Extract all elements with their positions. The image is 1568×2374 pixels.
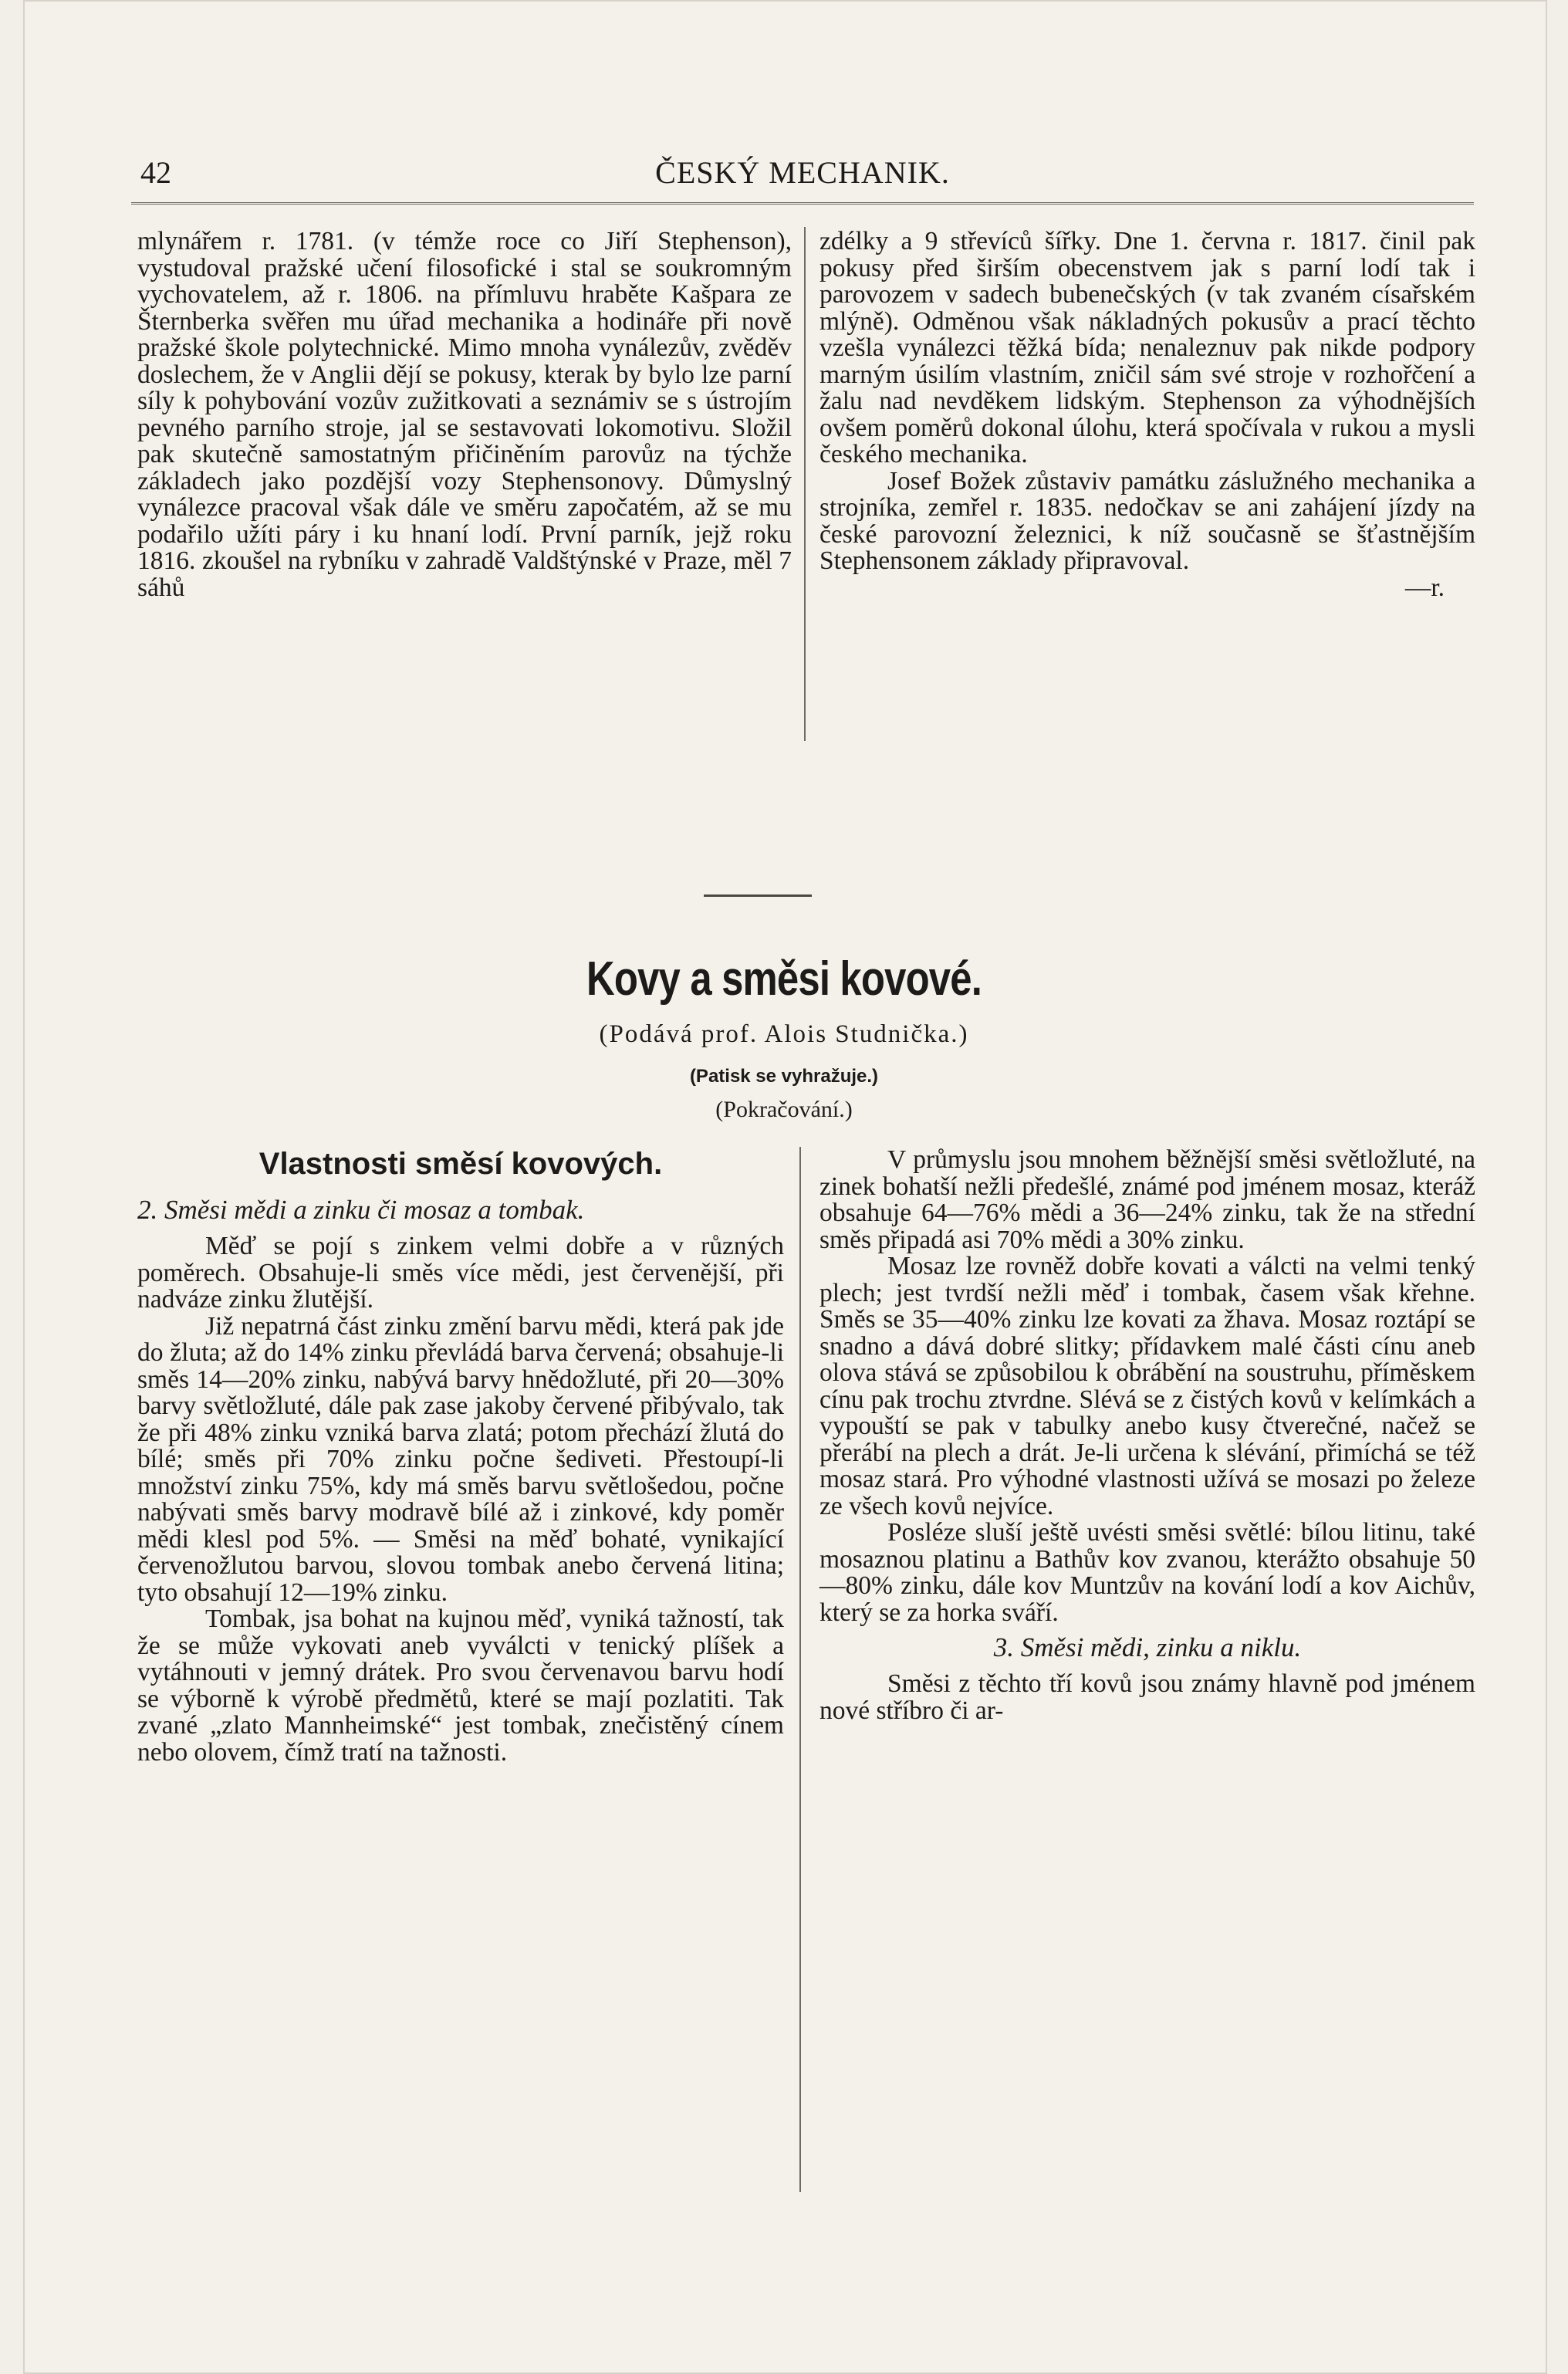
top-right-column (819, 228, 1475, 601)
paragraph: Mosaz lze rovněž dobře kovati a válcti na velmi tenký plech; jest tvrdší nežli měď i tombak, časem však křehne. Směs se 35—40% zinku lze kovati za žhava. Mosaz roztápí se snadno a dává dobré slitky; přídavkem malé části cínu aneb olova stává se způsobilou k obrábění na soustruhu, příměskem cínu pak trochu ztvrdne. Slévá se z čistých kovů v kelímkách a vypouští se pak v tabulky anebo kusy čtverečné, načež se přerábí na plech a drát. Je-li určena k slévání, přimíchá se též mosaz stará. Pro výhodné vlastnosti užívá se mosazi po železe ze všech kovů nejvíce. (819, 1252, 1475, 1520)
subsection-heading: 3. Směsi mědi, zinku a niklu. (993, 1632, 1302, 1662)
journal-title: ČESKÝ MECHANIK. (655, 155, 950, 190)
paragraph: mlynářem r. 1781. (v témže roce co Jiří Stephenson), vystudoval pražské učení filosofické i stal se soukromným vychovatelem, až r. 1806. na přímluvu hraběte Kašpara ze Šternberka svěřen mu úřad mechanika a hodináře při nově pražské škole polytechnické. Mimo mnoha vynálezův, zvěděv doslechem, že v Anglii dějí se pokusy, kterak by bylo lze parní síly k pohybování vozův zužitkovati a seznámiv se s ústrojím pevného parního stroje, jal se sestavovati lokomotivu. Složil pak skutečně samostatným přičiněním parovůz na týchže základech jako pozdější vozy Stephensonovy. Důmyslný vynálezce pracoval však dále ve směru započatém, až se mu podařilo užíti páry i ku hnaní lodí. První parník, jejž roku 1816. zkoušel na rybníku v zahradě Valdštýnské v Praze, měl 7 sáhů (137, 227, 792, 602)
section-divider (704, 894, 812, 897)
article-left-column (137, 1147, 784, 1766)
top-left-column (137, 228, 792, 601)
paragraph: V průmyslu jsou mnohem běžnější směsi světložluté, na zinek bohatší nežli předešlé, známé pod jménem mosaz, kteráž obsahuje 64—76% mědi a 36—24% zinku, tak že na střední směs připadá asi 70% mědi a 30% zinku. (819, 1145, 1475, 1254)
running-header (131, 154, 1474, 198)
header-rule (131, 202, 1474, 205)
paragraph: Směsi z těchto tří kovů jsou známy hlavně pod jménem nové stříbro či ar- (819, 1669, 1475, 1725)
signature: —r. (1404, 573, 1445, 602)
page-number: 42 (140, 155, 171, 190)
article-author: (Podává prof. Alois Studnička.) (599, 1020, 969, 1048)
column-divider (804, 227, 806, 741)
section-heading: Vlastnosti směsí kovových. (259, 1147, 663, 1181)
article-title: Kovy a směsi kovové. (586, 952, 982, 1006)
article-right-column (819, 1147, 1475, 1724)
paragraph: Tombak, jsa bohat na kujnou měď, vyniká tažností, tak že se může vykovati aneb vyválcti v tenický plíšek a vytáhnouti v jemný drátek. Pro svou červenavou barvu hodí se výborně k výrobě předmětů, které se mají pozlatiti. Tak zvané „zlato Mannheimské“ jest tombak, znečistěný cínem nebo olovem, čímž tratí na tažnosti. (137, 1605, 784, 1767)
column-divider (799, 1147, 801, 2192)
continuation-note: (Pokračování.) (715, 1097, 853, 1122)
reprint-notice: (Patisk se vyhražuje.) (689, 1066, 879, 1087)
paragraph: Již nepatrná část zinku změní barvu mědi, která pak jde do žluta; až do 14% zinku převládá barva červená; obsahuje-li směs 14—20% zinku, nabývá barvy hnědožluté, při 20—30% barvy světložluté, dále pak zase jakoby červené přibývalo, tak že při 48% zinku vzniká barva zlatá; potom přechází žlutá do bílé; směs při 70% zinku počne šediveti. Přestoupí-li množství zinku 75%, kdy má směs barvu světlošedou, počne nabývati směs barvy modravě bílé až i zinkové, kdy poměr mědi klesl pod 5%. — Směsi na měď bohaté, vynikající červenožlutou barvou, slovou tombak anebo červená litina; tyto obsahují 12—19% zinku. (137, 1311, 784, 1607)
paragraph: zdélky a 9 střevíců šířky. Dne 1. června r. 1817. činil pak pokusy před širším obecenstvem jak s parní lodí tak i parovozem v sadech bubenečských (v tak zvaném císařském mlýně). Odměnou však nákladných pokusův a prací těchto vzešla vynálezci těžká bída; nenaleznuv pak nikde podpory marným úsilím vlastním, zničil sám své stroje v rozhořčení a žalu nad nevděkem lidským. Stephenson za výhodnějších ovšem poměrů dokonal úlohu, která spočívala v rukou a mysli českého mechanika. (819, 227, 1475, 468)
paragraph: Měď se pojí s zinkem velmi dobře a v různých poměrech. Obsahuje-li směs více mědi, jest červenější, při nadváze zinku žlutější. (137, 1232, 784, 1314)
subsection-heading: 2. Směsi mědi a zinku či mosaz a tombak. (137, 1195, 585, 1225)
paragraph: Posléze sluší ještě uvésti směsi světlé: bílou litinu, také mosaznou platinu a Bathův kov zvanou, kterážto obsahuje 50—80% zinku, dále kov Muntzův na kování lodí a kov Aichův, který se za horka sváří. (819, 1518, 1475, 1627)
paragraph: Josef Božek zůstaviv památku záslužného mechanika a strojníka, zemřel r. 1835. nedočkav se ani zahájení jízdy na české parovozní železnici, k níž současně se šťastnějším Stephensonem základy připravoval. (819, 466, 1475, 575)
